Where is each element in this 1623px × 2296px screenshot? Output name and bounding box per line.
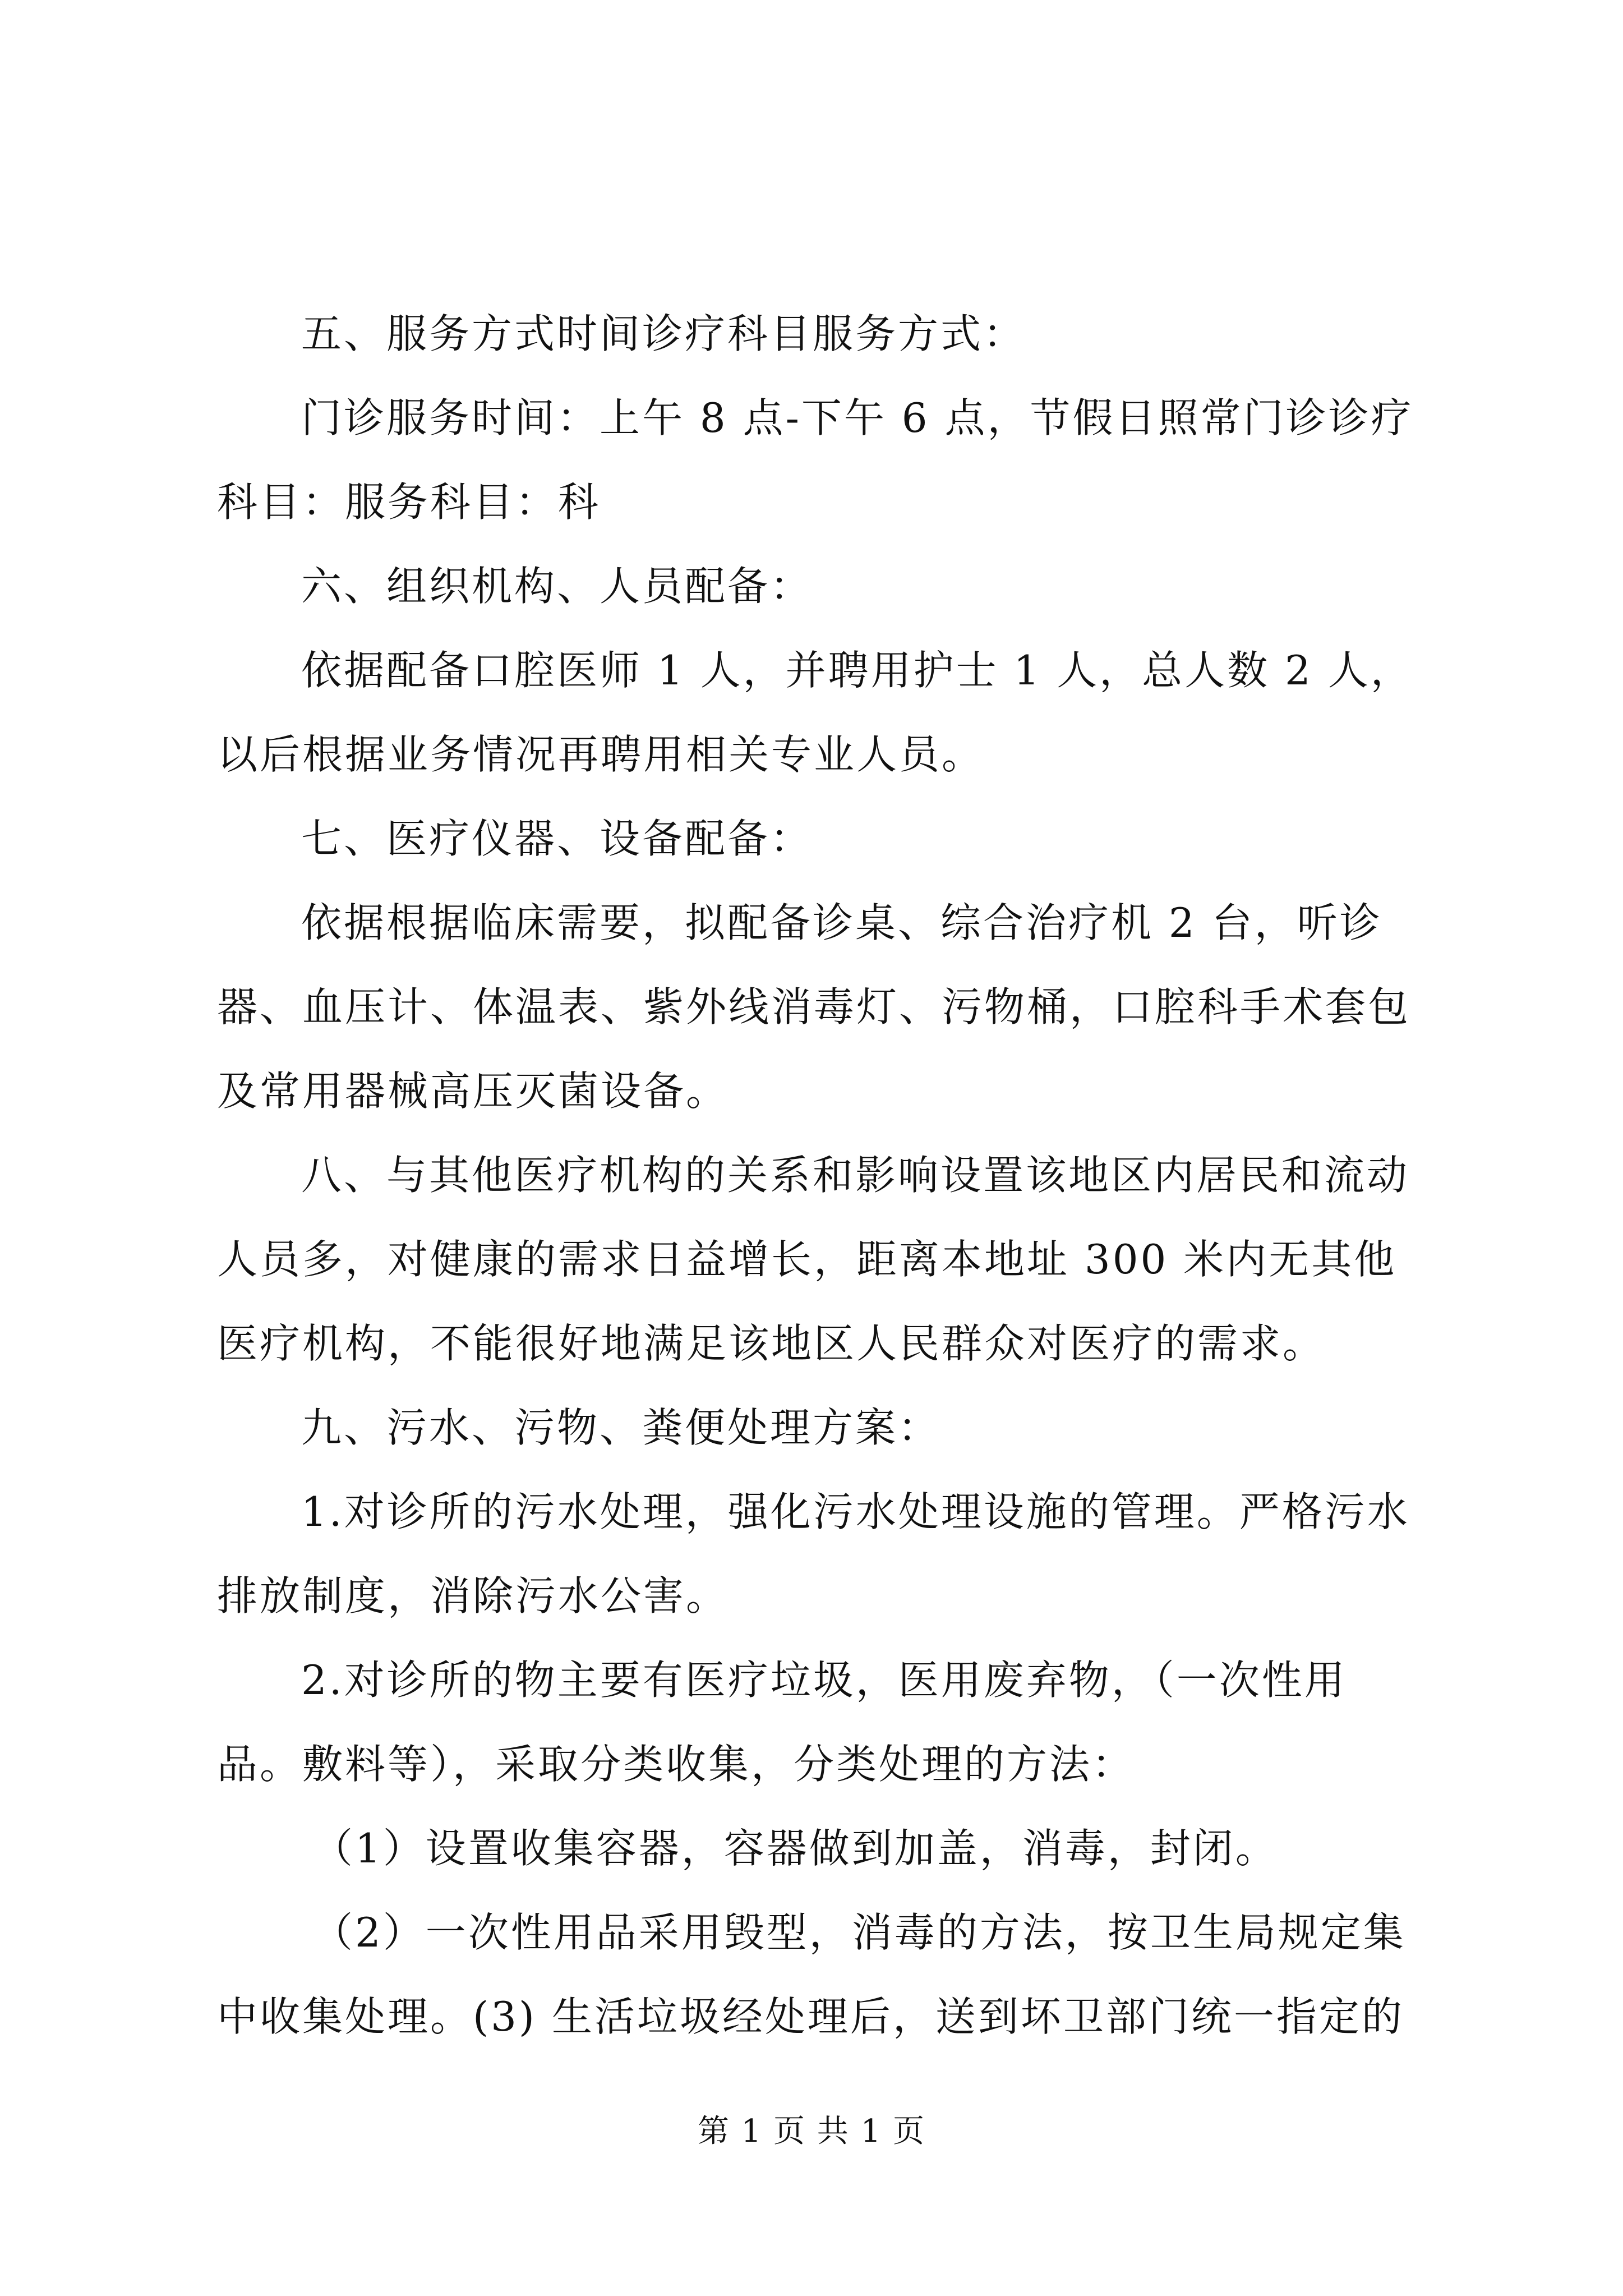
section-heading-service-mode: 五、服务方式时间诊疗科目服务方式： <box>301 310 1026 357</box>
section-heading-equipment: 七、医疗仪器、设备配备： <box>301 815 813 862</box>
paragraph-sewage: 1.对诊所的污水处理，强化污水处理设施的管理。严格污水排放制度，消除污水公害。 <box>217 1488 1410 1619</box>
paragraph-relations: 八、与其他医疗机构的关系和影响设置该地区内居民和流动人员多，对健康的需求日益增长，距离本地址 300 米内无其他医疗机构，不能很好地满足该地区人民群众对医疗的需求。 <box>217 1152 1410 1367</box>
page-footer: 第 1 页 共 1 页 <box>697 2113 926 2150</box>
paragraph-item-2: （2）一次性用品采用毁型，消毒的方法，按卫生局规定集中收集处理。(3) 生活垃圾经处理后，送到坏卫部门统一指定的 <box>217 1909 1406 2040</box>
section-heading-waste: 九、污水、污物、粪便处理方案： <box>301 1404 941 1451</box>
paragraph-service-hours: 门诊服务时间：上午 8 点-下午 6 点，节假日照常门诊诊疗科目：服务科目：科 <box>217 394 1414 526</box>
section-heading-organization: 六、组织机构、人员配备： <box>301 563 813 610</box>
paragraph-item-1: （1）设置收集容器，容器做到加盖，消毒，封闭。 <box>312 1825 1278 1872</box>
document-body <box>217 292 1423 2059</box>
paragraph-medical-waste: 2.对诊所的物主要有医疗垃圾，医用废弃物，（一次性用品。敷料等），采取分类收集，分类处理的方法： <box>217 1657 1347 1788</box>
paragraph-equipment: 依据根据临床需要，拟配备诊桌、综合治疗机 2 台，听诊器、血压计、体温表、紫外线消毒灯、污物桶，口腔科手术套包及常用器械高压灭菌设备。 <box>217 899 1411 1115</box>
paragraph-staffing: 依据配备口腔医师 1 人，并聘用护士 1 人，总人数 2 人，以后根据业务情况再聘用相关专业人员。 <box>217 647 1413 778</box>
